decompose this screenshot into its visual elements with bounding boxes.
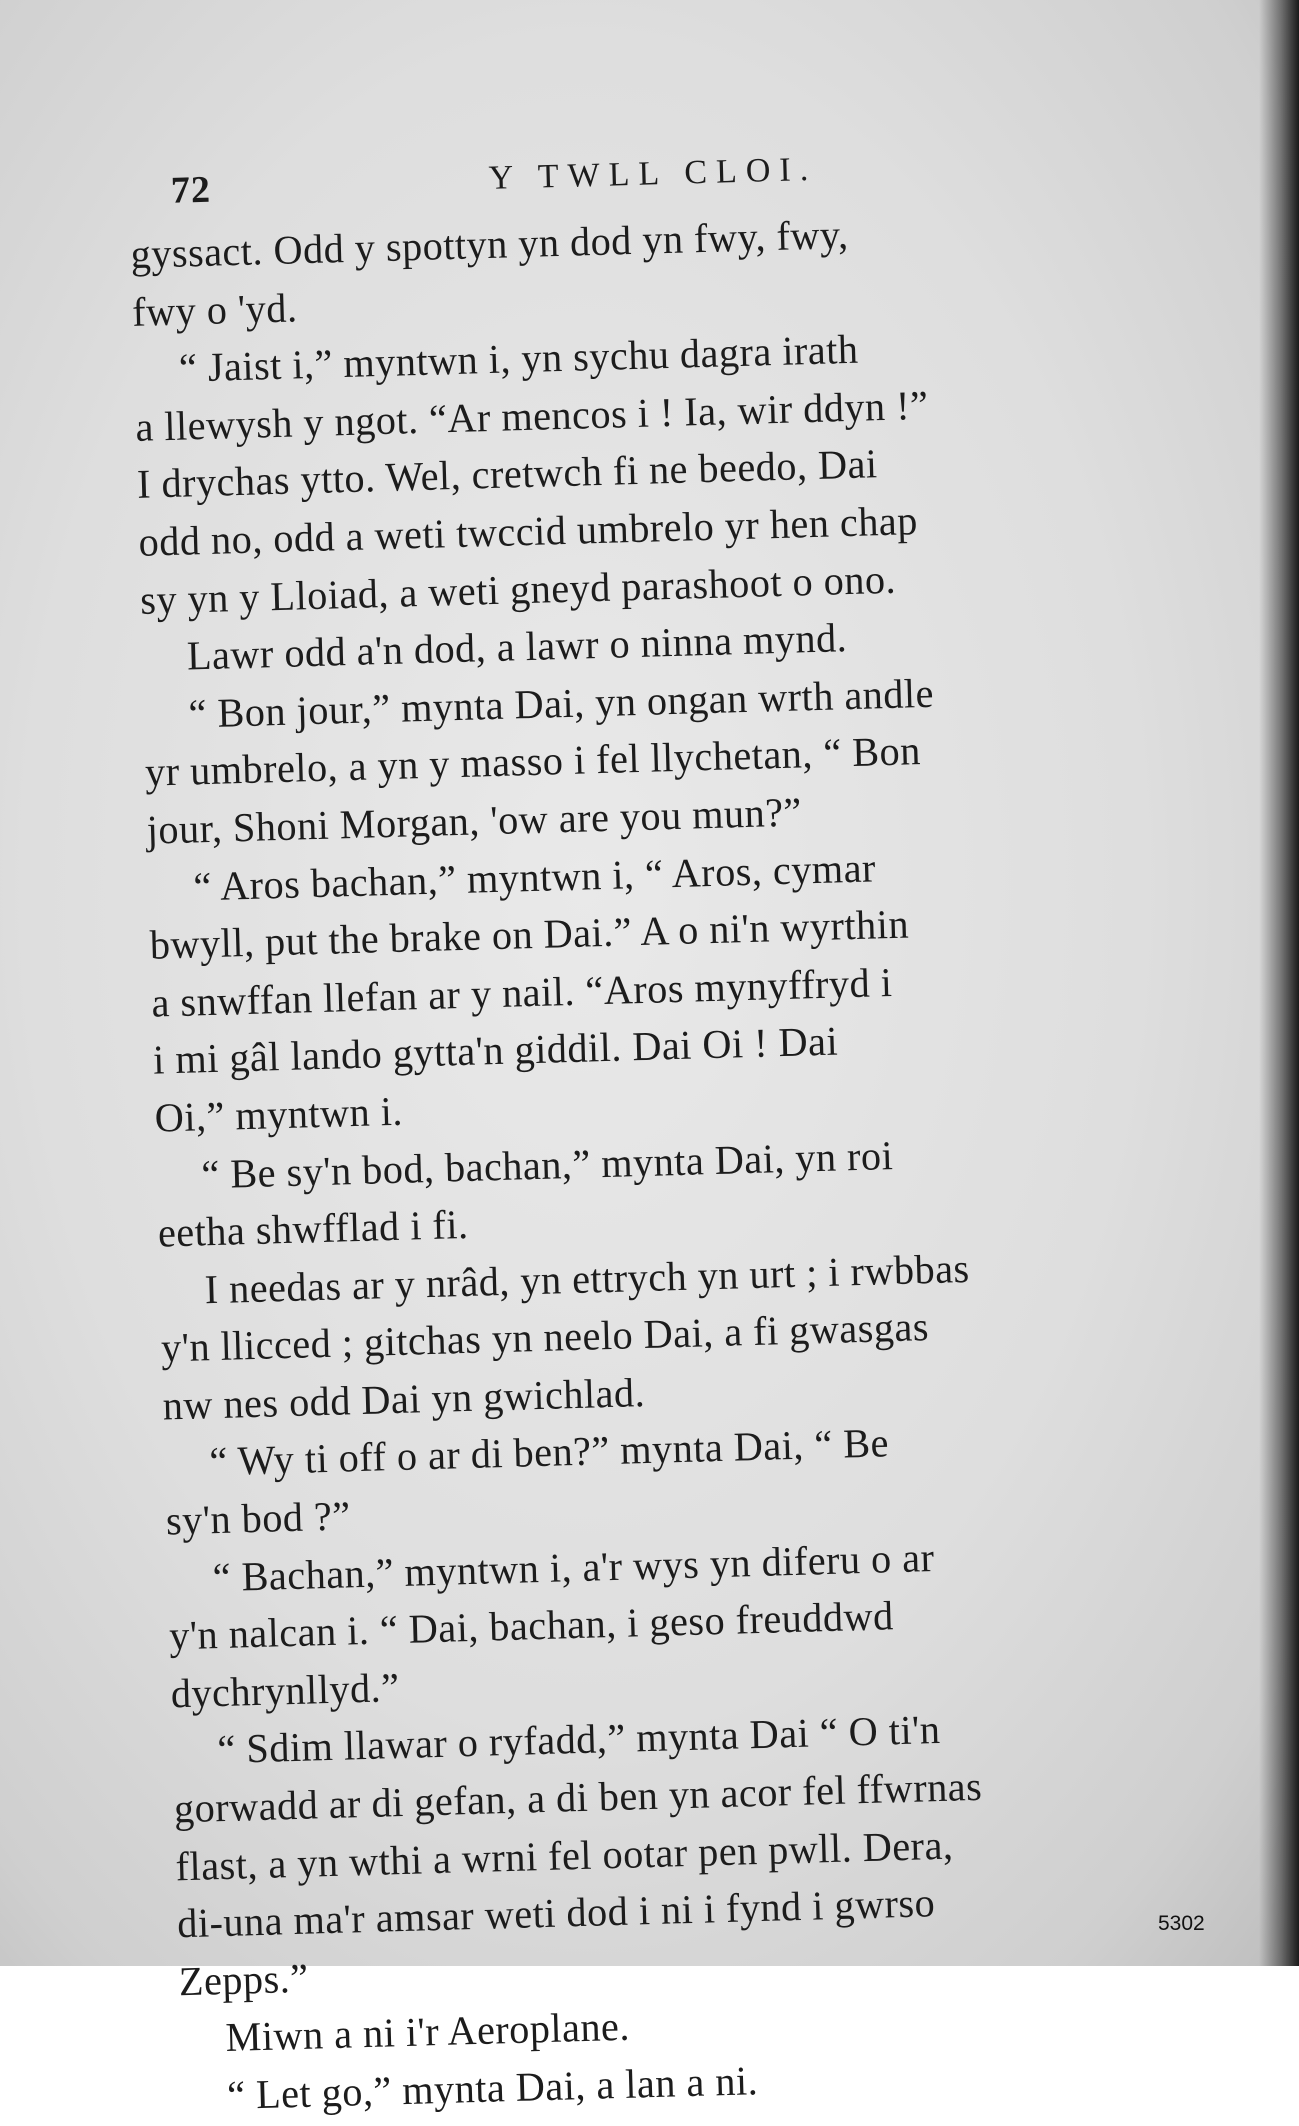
text-line: “ Bon jour,” mynta Dai, yn ongan wrth andle bbox=[187, 669, 935, 737]
text-line: gyssact. Odd y spottyn yn dod yn fwy, fwy, bbox=[129, 210, 850, 277]
text-line: a llewysh y ngot. “Ar mencos i ! Ia, wir ddyn !” bbox=[134, 381, 929, 450]
text-line: y'n llicced ; gitchas yn neelo Dai, a fi gwasgas bbox=[160, 1303, 930, 1371]
running-title: Y TWLL CLOI. bbox=[488, 150, 818, 197]
text-line: Miwn a ni i'r Aeroplane. bbox=[224, 2003, 631, 2061]
text-line: “ Wy ti off o ar di ben?” mynta Dai, “ Be bbox=[208, 1419, 890, 1485]
text-line: “ Sdim llawar o ryfadd,” mynta Dai “ O ti'n bbox=[216, 1706, 941, 1773]
text-line: “ Jaist i,” myntwn i, yn sychu dagra irath bbox=[178, 325, 859, 391]
text-line: “ Let go,” mynta Dai, a lan a ni. bbox=[226, 2057, 759, 2118]
text-line: I drychas ytto. Wel, cretwch fi ne beedo, Dai bbox=[136, 440, 879, 508]
text-line: “ Be sy'n bod, bachan,” mynta Dai, yn roi bbox=[200, 1131, 894, 1197]
text-line: sy yn y Lloiad, a weti gneyd parashoot o ono. bbox=[139, 555, 897, 623]
text-line: bwyll, put the brake on Dai.” A o ni'n wyrthin bbox=[149, 900, 910, 968]
text-line: dychrynllyd.” bbox=[170, 1663, 401, 1717]
text-line: yr umbrelo, a yn y masso i fel llychetan, “ Bon bbox=[144, 727, 922, 796]
text-line: nw nes odd Dai yn gwichlad. bbox=[162, 1368, 646, 1429]
text-line: a snwffan llefan ar y nail. “Aros mynyffryd i bbox=[150, 958, 893, 1026]
text-line: “ Aros bachan,” myntwn i, “ Aros, cymar bbox=[192, 843, 877, 909]
text-line: sy'n bod ?” bbox=[165, 1492, 352, 1544]
text-line: eetha shwfflad i fi. bbox=[157, 1201, 470, 1256]
text-line: jour, Shoni Morgan, 'ow are you mun?” bbox=[146, 788, 803, 853]
text-line: y'n nalcan i. “ Dai, bachan, i geso freuddwd bbox=[168, 1592, 895, 1659]
text-line: flast, a yn wthi a wrni fel ootar pen pwll. Dera, bbox=[175, 1821, 954, 1889]
body-text bbox=[130, 196, 1263, 2126]
text-line: fwy o 'yd. bbox=[131, 283, 299, 335]
shelf-mark-number: 5302 bbox=[1158, 1912, 1205, 1935]
text-line: i mi gâl lando gytta'n giddil. Dai Oi ! Dai bbox=[152, 1017, 839, 1083]
text-line: I needas ar y nrâd, yn ettrych yn urt ; i rwbbas bbox=[204, 1244, 971, 1312]
text-line: “ Bachan,” myntwn i, a'r wys yn diferu o ar bbox=[212, 1533, 936, 1600]
page-number: 72 bbox=[170, 168, 212, 212]
text-line: odd no, odd a weti twccid umbrelo yr hen chap bbox=[138, 497, 919, 565]
text-line: Zepps.” bbox=[178, 1954, 310, 2005]
text-line: di-una ma'r amsar weti dod i ni i fynd i gwrso bbox=[176, 1879, 936, 1947]
page-text-block bbox=[128, 130, 1262, 2126]
text-line: Oi,” myntwn i. bbox=[154, 1087, 404, 1141]
text-line: Lawr odd a'n dod, a lawr o ninna mynd. bbox=[186, 614, 848, 679]
text-line: gorwadd ar di gefan, a di ben yn acor fel ffwrnas bbox=[173, 1762, 983, 1832]
